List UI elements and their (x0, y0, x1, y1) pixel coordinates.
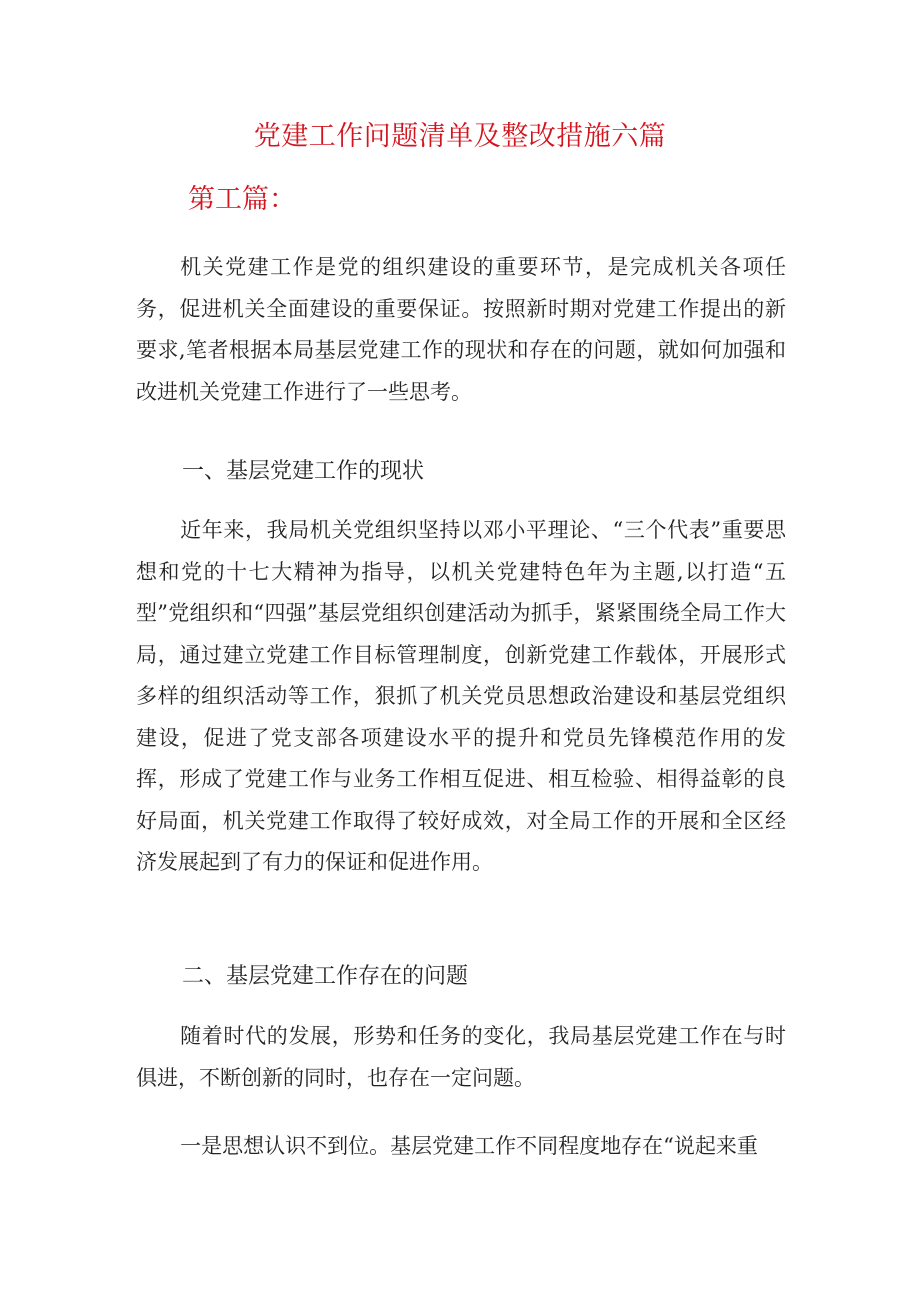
section-heading-2: 二、基层党建工作存在的问题 (182, 964, 469, 989)
intro-paragraph: 机关党建工作是党的组织建设的重要环节，是完成机关各项任务，促进机关全面建设的重要保证。按照新时期对党建工作提出的新要求,笔者根据本局基层党建工作的现状和存在的问题，就如何加强和改进机关党建工作进行了一些思考。 (136, 255, 786, 404)
chapter-label: 第工篇： (188, 184, 296, 215)
section-heading-1: 一、基层党建工作的现状 (182, 459, 425, 484)
problem-one-paragraph: 一是思想认识不到位。基层党建工作不同程度地存在“说起来重 (180, 1134, 758, 1158)
problems-intro-paragraph: 随着时代的发展，形势和任务的变化，我局基层党建工作在与时俱进，不断创新的同时，也存在一定问题。 (136, 1024, 786, 1090)
document-title: 党建工作问题清单及整改措施六篇 (253, 121, 667, 152)
status-paragraph: 近年来，我局机关党组织坚持以邓小平理论、“三个代表”重要思想和党的十七大精神为指导，以机关党建特色年为主题,以打造“五型”党组织和“四强”基层党组织创建活动为抓手，紧紧围绕全局工作大局，通过建立党建工作目标管理制度，创新党建工作载体，开展形式多样的组织活动等工作，狠抓了机关党员思想政治建设和基层党组织建设，促进了党支部各项建设水平的提升和党员先锋模范作用的发挥，形成了党建工作与业务工作相互促进、相互检验、相得益彰的良好局面，机关党建工作取得了较好成效，对全局工作的开展和全区经济发展起到了有力的保证和促进作用。 (136, 518, 786, 874)
